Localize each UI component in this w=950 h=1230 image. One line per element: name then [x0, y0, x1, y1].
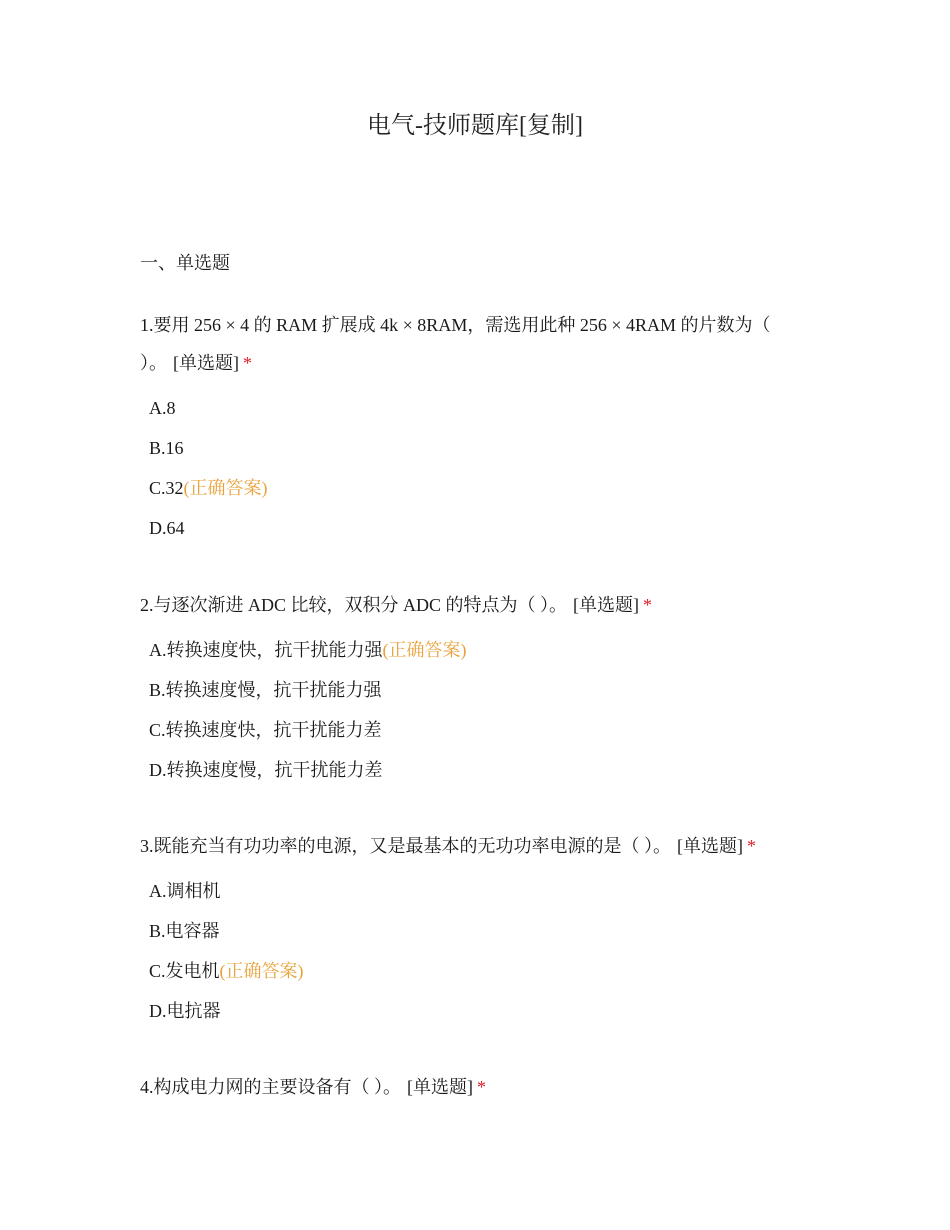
question-text: [140, 1068, 800, 1106]
option-b[interactable]: [149, 428, 800, 468]
option-label: B.转换速度慢，抗干扰能力强: [149, 680, 382, 700]
question-type-label: [单选题]: [677, 836, 743, 856]
option-label: A.转换速度快，抗干扰能力强: [149, 640, 383, 660]
option-c[interactable]: [149, 951, 800, 991]
option-label: D.64: [149, 518, 185, 538]
required-marker: *: [643, 595, 653, 615]
question-stem: 1.要用 256 × 4 的 RAM 扩展成 4k × 8RAM，需选用此种 256 × 4RAM 的片数为（ ）。: [140, 315, 771, 373]
option-label: C.转换速度快，抗干扰能力差: [149, 720, 382, 740]
question-3: [140, 827, 800, 1031]
question-text: [140, 827, 800, 865]
question-4: [140, 1068, 800, 1106]
option-label: C.发电机: [149, 961, 220, 981]
option-list: [140, 871, 800, 1031]
required-marker: *: [243, 353, 252, 373]
option-list: [140, 388, 800, 548]
question-text: [140, 586, 800, 624]
option-label: A.8: [149, 398, 176, 418]
option-b[interactable]: [149, 911, 800, 951]
option-d[interactable]: [149, 508, 800, 548]
question-stem: 4.构成电力网的主要设备有（ ）。: [140, 1077, 401, 1097]
option-b[interactable]: [149, 670, 800, 710]
correct-answer-tag: (正确答案): [219, 961, 304, 981]
option-a[interactable]: [149, 388, 800, 428]
option-label: A.调相机: [149, 881, 221, 901]
option-d[interactable]: [149, 750, 800, 790]
correct-answer-tag: (正确答案): [183, 478, 268, 498]
option-label: D.转换速度慢，抗干扰能力差: [149, 760, 383, 780]
option-a[interactable]: [149, 630, 800, 670]
question-type-label: [单选题]: [173, 353, 239, 373]
question-type-label: [单选题]: [573, 595, 640, 615]
option-d[interactable]: [149, 991, 800, 1031]
question-1: [140, 306, 800, 548]
required-marker: *: [747, 836, 756, 856]
section-heading: 一、单选题: [140, 253, 230, 273]
option-list: [140, 630, 800, 790]
question-2: [140, 586, 800, 790]
correct-answer-tag: (正确答案): [382, 640, 467, 660]
question-text: [140, 306, 800, 382]
question-type-label: [单选题]: [407, 1077, 473, 1097]
option-label: D.电抗器: [149, 1001, 221, 1021]
question-stem: 3.既能充当有功功率的电源，又是最基本的无功功率电源的是（ ）。: [140, 836, 671, 856]
option-label: B.电容器: [149, 921, 220, 941]
option-label: B.16: [149, 438, 184, 458]
option-label: C.32: [149, 478, 184, 498]
option-a[interactable]: [149, 871, 800, 911]
option-c[interactable]: [149, 710, 800, 750]
page-title: 电气-技师题库[复制]: [367, 113, 583, 139]
option-c[interactable]: [149, 468, 800, 508]
required-marker: *: [477, 1077, 486, 1097]
question-stem: 2.与逐次渐进 ADC 比较，双积分 ADC 的特点为（ ）。: [140, 595, 568, 615]
